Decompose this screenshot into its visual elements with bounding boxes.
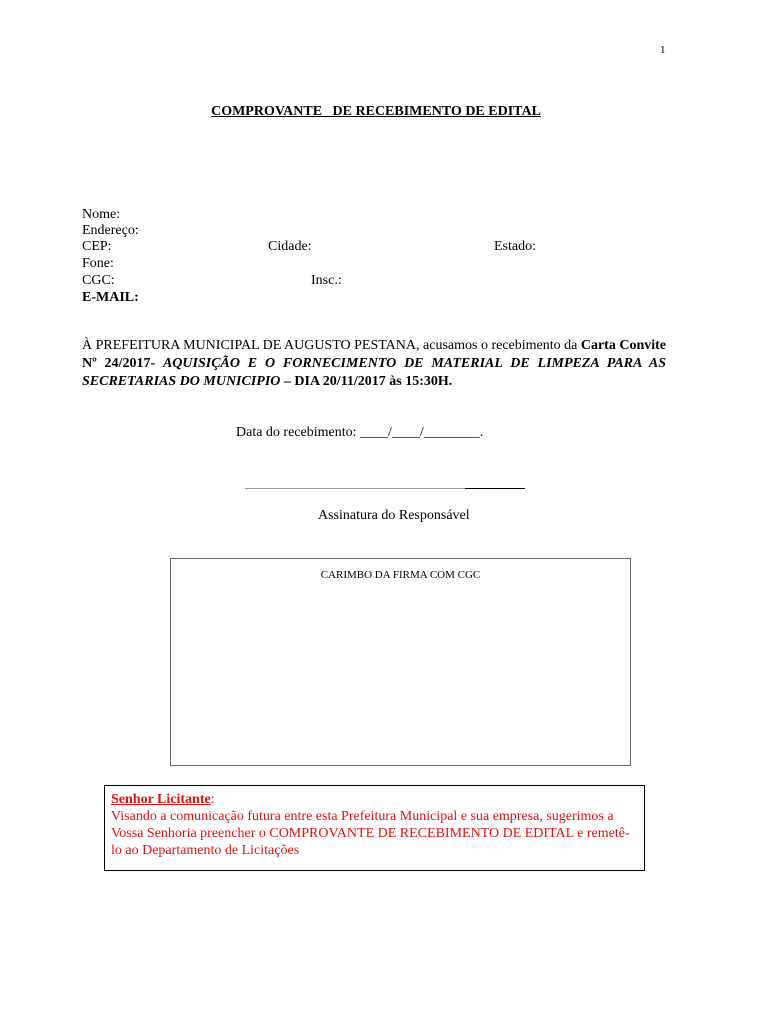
paragraph-object: AQUISIÇÃO E O FORNECIMENTO DE MATERIAL DE LIMPEZA PARA AS SECRETARIAS DO MUNICIPIO bbox=[82, 356, 666, 389]
notice-title: Senhor Licitante bbox=[111, 792, 211, 807]
paragraph-date: – DIA 20/11/2017 às 15:30H. bbox=[280, 374, 453, 389]
field-nome: Nome: bbox=[82, 207, 121, 222]
stamp-box bbox=[170, 558, 631, 766]
page-number: 1 bbox=[660, 44, 666, 56]
receipt-paragraph bbox=[82, 337, 666, 391]
field-endereco: Endereço: bbox=[82, 223, 139, 238]
field-cep: CEP: bbox=[82, 239, 112, 254]
notice-box bbox=[104, 785, 645, 871]
receipt-date: Data do recebimento: ____/____/________. bbox=[236, 425, 484, 440]
signature-label: Assinatura do Responsável bbox=[318, 508, 470, 523]
notice-heading bbox=[111, 790, 638, 808]
document-title: COMPROVANTE DE RECEBIMENTO DE EDITAL bbox=[211, 104, 541, 119]
notice-text: Visando a comunicação futura entre esta Prefeitura Municipal e sua empresa, sugerimos a Vossa Senhoria preencher o COMPROVANTE DE RECEBIMENTO DE EDITAL e remetê-lo ao Departamento de Licitações bbox=[111, 809, 630, 858]
field-email: E-MAIL: bbox=[82, 290, 139, 305]
signature-line-end bbox=[465, 488, 525, 489]
notice-colon: : bbox=[210, 792, 215, 807]
field-insc: Insc.: bbox=[311, 273, 342, 288]
field-cidade: Cidade: bbox=[268, 239, 312, 254]
stamp-label: CARIMBO DA FIRMA COM CGC bbox=[320, 569, 481, 581]
field-estado: Estado: bbox=[494, 239, 536, 254]
field-fone: Fone: bbox=[82, 256, 114, 271]
paragraph-intro: À PREFEITURA MUNICIPAL DE AUGUSTO PESTANA, acusamos o recebimento da bbox=[82, 338, 581, 353]
paragraph-carta: Carta Convite Nº 24/2017- bbox=[82, 338, 666, 371]
field-cgc: CGC: bbox=[82, 273, 115, 288]
